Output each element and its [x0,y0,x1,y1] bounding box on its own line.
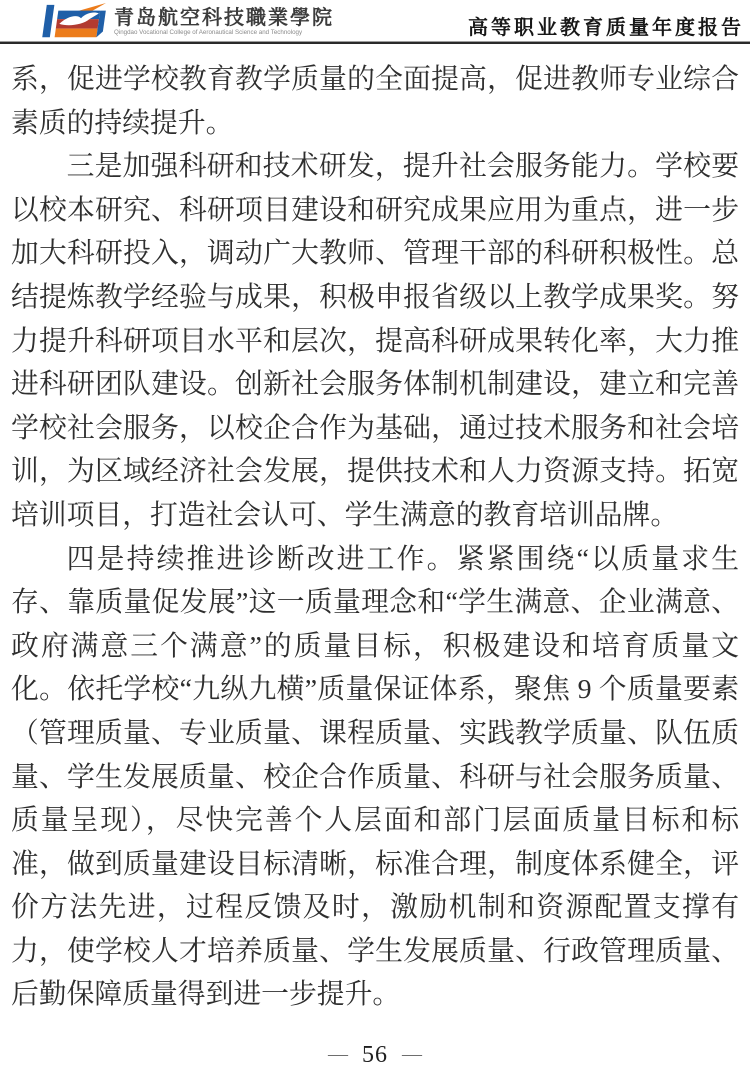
page-header [0,0,750,41]
paragraph: 四是持续推进诊断改进工作。紧紧围绕“以质量求生存、靠质量促发展”这一质量理念和“学生满意、企业满意、政府满意三个满意”的质量目标，积极建设和培育质量文化。依托学校“九纵九横”质量保证体系，聚焦 9 个质量要素（管理质量、专业质量、课程质量、实践教学质量、队伍质量、学生发展质量、校企合作质量、科研与社会服务质量、质量呈现），尽快完善个人层面和部门层面质量目标和标准，做到质量建设目标清晰，标准合理，制度体系健全，评价方法先进，过程反馈及时，激励机制和资源配置支撑有力，使学校人才培养质量、学生发展质量、行政管理质量、后勤保障质量得到进一步提升。 [11,543,739,1011]
school-name: 青岛航空科技職業學院 [114,7,334,29]
report-title: 高等职业教育质量年度报告 [468,17,744,39]
footer-dash-right: — [402,1043,422,1065]
paragraph: 三是加强科研和技术研发，提升社会服务能力。学校要以校本研究、科研项目建设和研究成果应用为重点，进一步加大科研投入，调动广大教师、管理干部的科研积极性。总结提炼教学经验与成果，积极申报省级以上教学成果奖。努力提升科研项目水平和层次，提高科研成果转化率，大力推进科研团队建设。创新社会服务体制机制建设，建立和完善学校社会服务，以校企合作为基础，通过技术服务和社会培训，为区域经济社会发展，提供技术和人力资源支持。拓宽培训项目，打造社会认可、学生满意的教育培训品牌。 [11,151,739,531]
school-name-block [114,3,417,40]
page-number: 56 [362,1042,388,1068]
paragraph: 系，促进学校教育教学质量的全面提高，促进教师专业综合素质的持续提升。 [11,64,739,139]
document-body [0,44,750,1017]
school-name-english: Qingdao Vocational College of Aeronautical Science and Technology [114,29,303,36]
footer-dash-left: — [328,1043,348,1065]
school-brand [0,1,417,41]
school-logo-icon [28,3,106,41]
page-footer [0,1042,750,1069]
